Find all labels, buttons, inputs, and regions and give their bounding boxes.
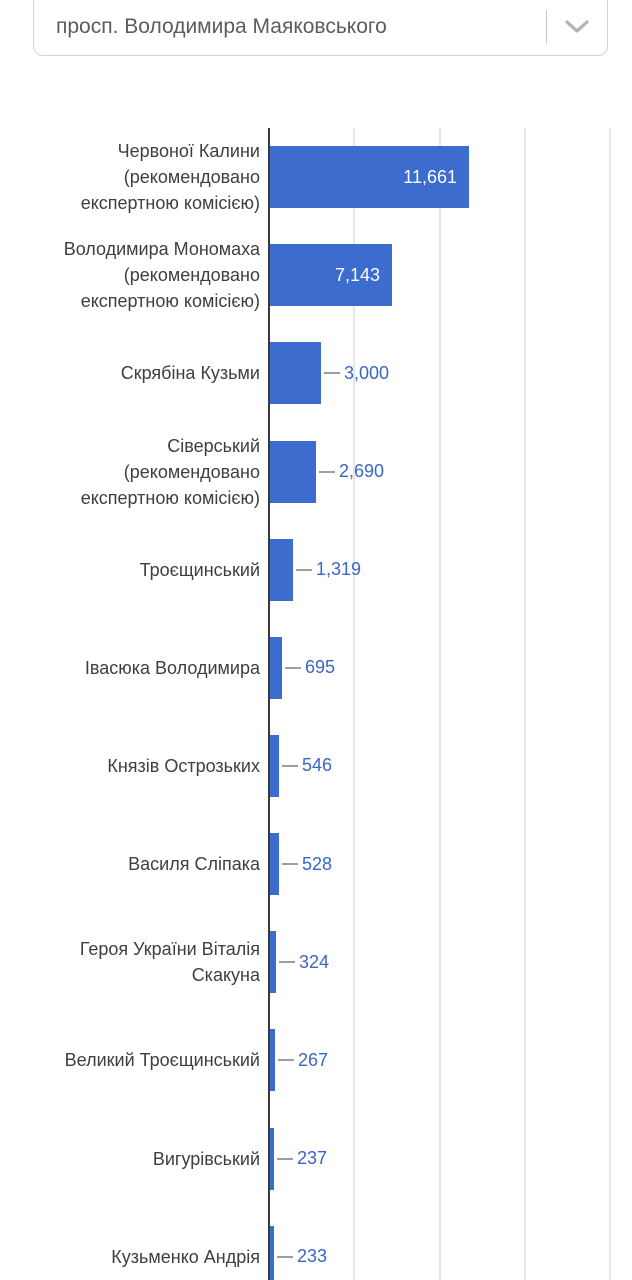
- chart-row: [0, 1011, 632, 1109]
- bar[interactable]: [270, 539, 293, 601]
- value-label: 237: [297, 1148, 328, 1169]
- annotation-connector: [278, 1059, 294, 1061]
- bar[interactable]: [270, 1128, 274, 1190]
- value-label: 1,319: [316, 559, 362, 580]
- chart-row: [0, 226, 632, 324]
- category-label: Червоної Калини (рекомендовано експертною комісією): [80, 141, 260, 214]
- chart-row: [0, 1110, 632, 1208]
- annotation-connector: [279, 961, 295, 963]
- category-label: Великий Троєщинський: [64, 1050, 260, 1071]
- bar[interactable]: [270, 1226, 274, 1280]
- category-label: Князів Острозьких: [107, 755, 260, 776]
- chart-row: [0, 913, 632, 1011]
- bar[interactable]: [270, 833, 279, 895]
- chart-row: [0, 521, 632, 619]
- chart-row: [0, 422, 632, 520]
- category-label: Володимира Мономаха (рекомендовано експертною комісією): [63, 239, 260, 312]
- annotation-connector: [319, 471, 335, 473]
- chart-row: [0, 815, 632, 913]
- annotation-connector: [285, 667, 301, 669]
- bar[interactable]: [270, 735, 279, 797]
- category-label: Сіверський (рекомендовано експертною комісією): [80, 435, 260, 508]
- chart-row: [0, 619, 632, 717]
- value-label: 267: [298, 1049, 329, 1070]
- annotation-connector: [324, 372, 340, 374]
- chart-row: [0, 717, 632, 815]
- annotation-connector: [277, 1158, 293, 1160]
- bar[interactable]: [270, 1029, 275, 1091]
- category-label: Івасюка Володимира: [84, 657, 260, 678]
- bar[interactable]: [270, 931, 276, 993]
- value-label: 2,690: [339, 461, 385, 481]
- value-label: 7,143: [334, 264, 380, 285]
- value-label: 233: [297, 1246, 328, 1267]
- category-label: Троєщинський: [139, 559, 260, 580]
- annotation-connector: [296, 569, 312, 571]
- category-label: Василя Сліпака: [128, 854, 260, 875]
- value-label: 11,661: [403, 166, 457, 187]
- category-label: Кузьменко Андрія: [111, 1246, 260, 1267]
- chart-row: [0, 1208, 632, 1280]
- bar[interactable]: [270, 342, 321, 404]
- value-label: 324: [299, 951, 330, 972]
- value-label: 528: [302, 853, 333, 874]
- chart-row: [0, 128, 632, 226]
- category-label: Скрябіна Кузьми: [120, 363, 260, 384]
- bar[interactable]: [270, 441, 316, 503]
- value-label: 546: [302, 755, 333, 776]
- bar[interactable]: [270, 637, 282, 699]
- annotation-connector: [277, 1256, 293, 1258]
- value-label: 695: [305, 657, 336, 678]
- category-label: Вигурівський: [152, 1148, 260, 1169]
- value-label: 3,000: [344, 362, 390, 383]
- chart-row: [0, 324, 632, 422]
- annotation-connector: [282, 765, 298, 767]
- street-select-value: просп. Володимира Маяковського: [56, 15, 387, 38]
- annotation-connector: [282, 863, 298, 865]
- category-label: Героя України Віталія Скакуна: [79, 939, 260, 986]
